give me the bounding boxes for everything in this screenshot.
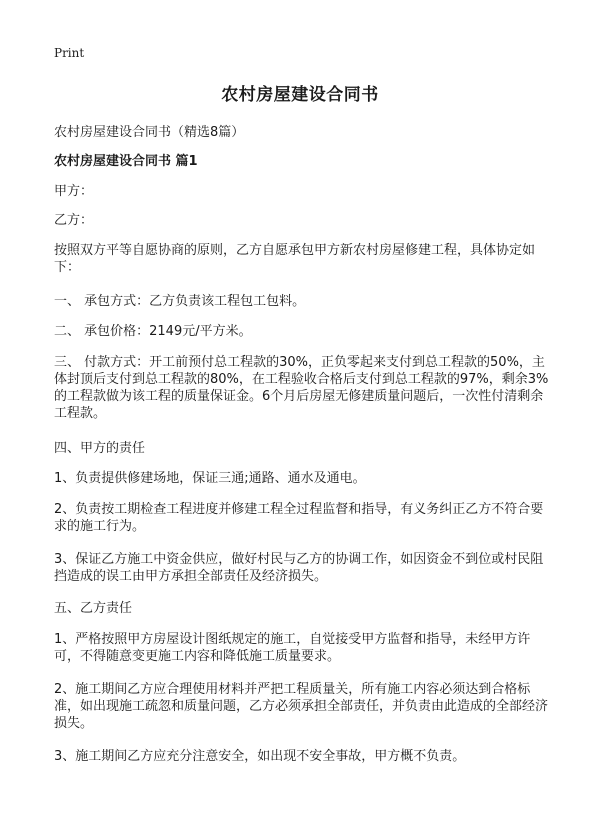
document-title: 农村房屋建设合同书 (221, 85, 379, 105)
party-a-duty-2: 2、负责按工期检查工程进度并修建工程全过程监督和指导，有义务纠正乙方不符合要求的施工行为。 (54, 502, 544, 534)
party-b-duty-3: 3、施工期间乙方应充分注意安全，如出现不安全事故，甲方概不负责。 (54, 749, 466, 764)
print-link[interactable]: Print (54, 46, 85, 60)
party-a-line: 甲方： (54, 184, 94, 199)
party-a-duties-heading: 四、甲方的责任 (54, 441, 146, 456)
section-heading: 农村房屋建设合同书 篇1 (54, 154, 198, 169)
party-b-line: 乙方： (54, 213, 94, 228)
party-a-duty-3: 3、保证乙方施工中资金供应，做好村民与乙方的协调工作，如因资金不到位或村民阻挡造成的误工由甲方承担全部责任及经济损失。 (54, 552, 544, 584)
party-b-duty-2: 2、施工期间乙方应合理使用材料并严把工程质量关，所有施工内容必须达到合格标准，如出现施工疏忽和质量问题，乙方必须承担全部责任，并负责由此造成的全部经济损失。 (54, 682, 549, 731)
party-b-duties-heading: 五、乙方责任 (54, 601, 133, 616)
payment-method-paragraph: 三、 付款方式：开工前预付总工程款的30%，正负零起来支付到总工程款的50%，主体封顶后支付到总工程款的80%，在工程验收合格后支付到总工程款的97%，剩余3%的工程款做为该工程的质量保证金。6个月后房屋无修建质量问题后，一次性付清剩余工程款。 (54, 355, 549, 421)
document-subtitle: 农村房屋建设合同书（精选8篇） (54, 125, 245, 140)
party-b-duty-1: 1、严格按照甲方房屋设计图纸规定的施工，自觉接受甲方监督和指导，未经甲方许可，不得随意变更施工内容和降低施工质量要求。 (54, 632, 531, 664)
agreement-intro-paragraph: 按照双方平等自愿协商的原则，乙方自愿承包甲方新农村房屋修建工程，具体协定如下： (54, 243, 536, 275)
party-a-duty-1: 1、负责提供修建场地，保证三通;通路、通水及通电。 (54, 471, 366, 486)
contract-method-paragraph: 一、 承包方式：乙方负责该工程包工包料。 (54, 294, 306, 309)
contract-price-paragraph: 二、 承包价格：2149元/平方米。 (54, 324, 252, 339)
